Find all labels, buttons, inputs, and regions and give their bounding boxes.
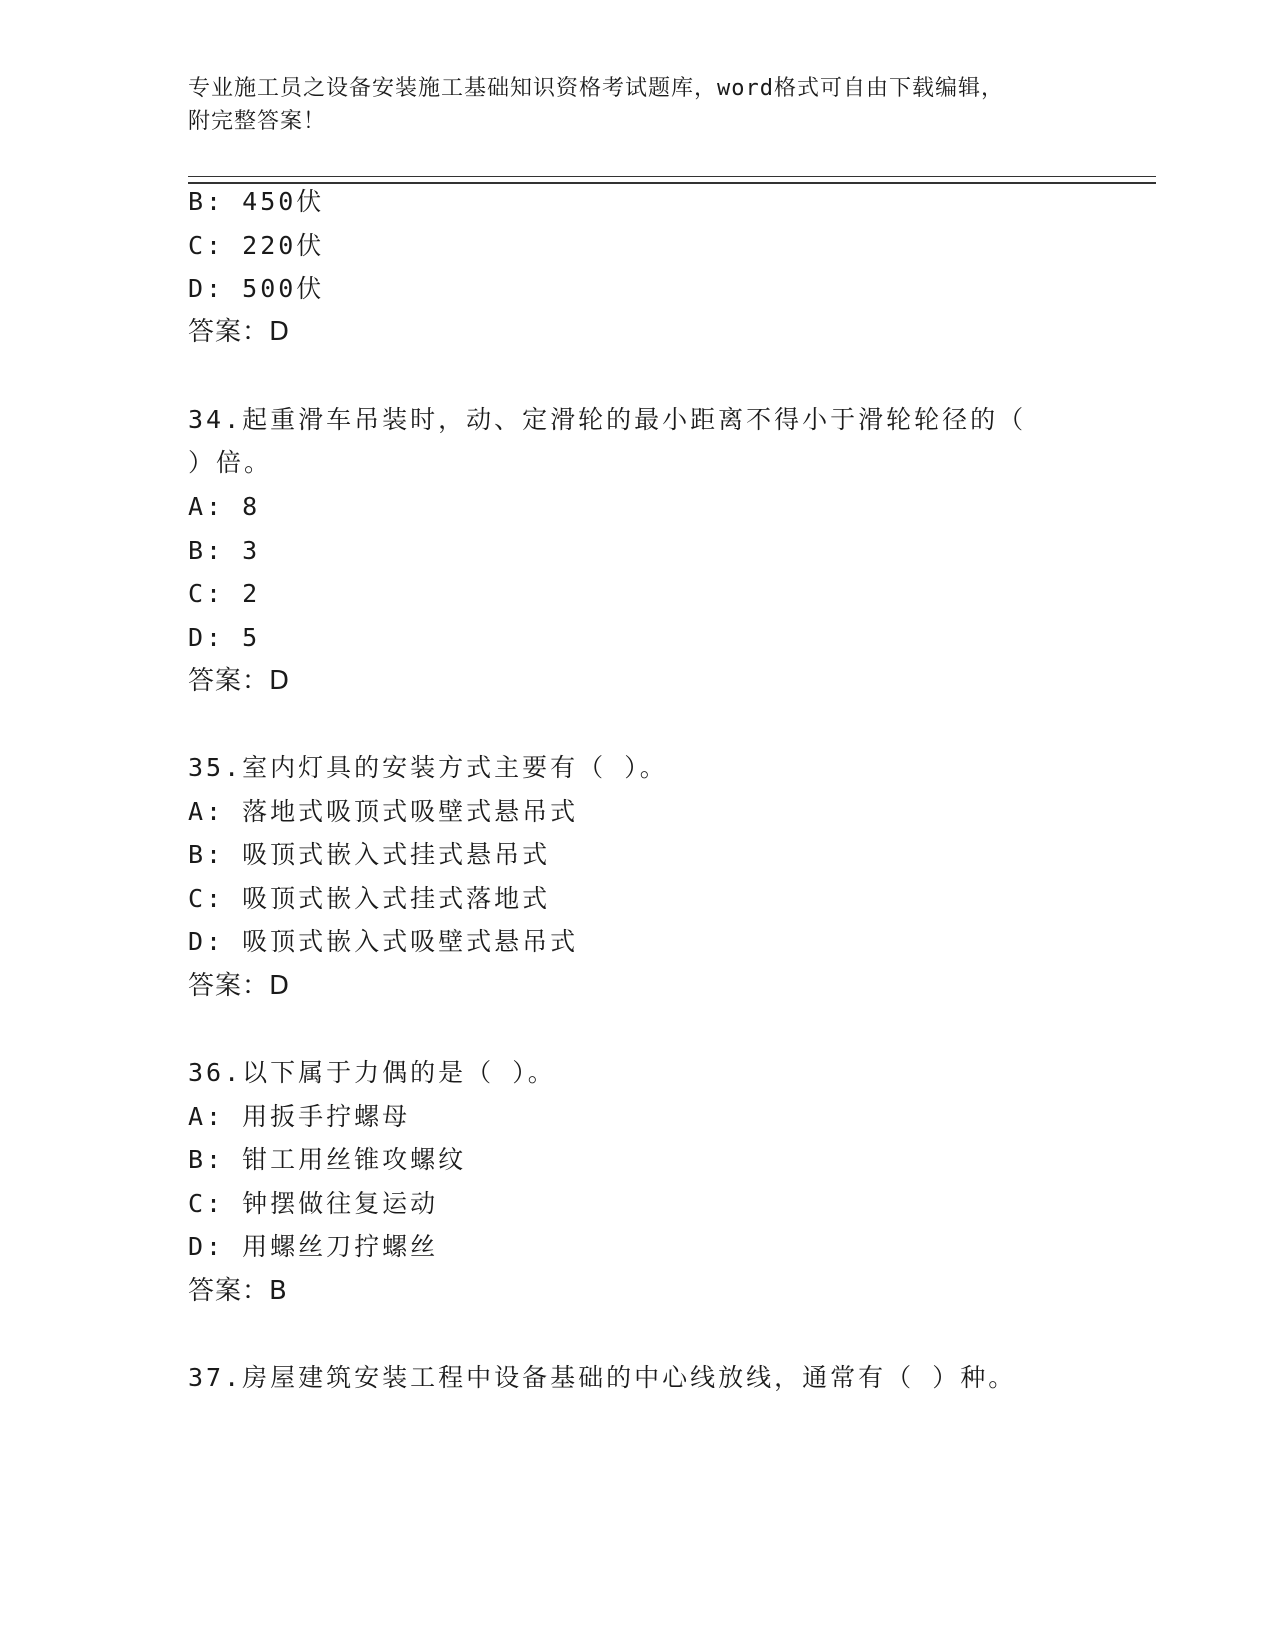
option-d: D: 用螺丝刀拧螺丝 xyxy=(188,1232,439,1261)
answer: 答案：D xyxy=(188,971,291,1001)
option-a: A: 用扳手拧螺母 xyxy=(188,1102,411,1131)
document-header xyxy=(188,72,1088,138)
option-c: C: 220伏 xyxy=(188,231,325,260)
option-b: B: 450伏 xyxy=(188,187,325,216)
question-stem: 35.室内灯具的安装方式主要有（ ）。 xyxy=(188,753,668,782)
question-stem: 34.起重滑车吊装时，动、定滑轮的最小距离不得小于滑轮轮径的（ xyxy=(188,405,1027,434)
option-d: D: 吸顶式嵌入式吸壁式悬吊式 xyxy=(188,927,579,956)
option-c: C: 钟摆做往复运动 xyxy=(188,1189,439,1218)
answer: 答案：B xyxy=(188,1276,288,1306)
option-c: C: 吸顶式嵌入式挂式落地式 xyxy=(188,884,551,913)
header-line-2: 附完整答案！ xyxy=(188,109,327,134)
question-stem: 36.以下属于力偶的是（ ）。 xyxy=(188,1058,556,1087)
option-b: B: 吸顶式嵌入式挂式悬吊式 xyxy=(188,840,551,869)
question-stem: 37.房屋建筑安装工程中设备基础的中心线放线，通常有（ ）种。 xyxy=(188,1363,1017,1392)
option-b: B: 3 xyxy=(188,536,261,565)
option-b: B: 钳工用丝锥攻螺纹 xyxy=(188,1145,467,1174)
option-a: A: 8 xyxy=(188,492,261,521)
option-a: A: 落地式吸顶式吸壁式悬吊式 xyxy=(188,797,579,826)
option-c: C: 2 xyxy=(188,579,261,608)
answer: 答案：D xyxy=(188,666,291,696)
option-d: D: 5 xyxy=(188,623,261,652)
header-line-1: 专业施工员之设备安装施工基础知识资格考试题库，word格式可自由下载编辑， xyxy=(188,76,1004,101)
option-d: D: 500伏 xyxy=(188,274,325,303)
question-stem-continued: ）倍。 xyxy=(188,448,273,477)
header-divider xyxy=(188,176,1156,184)
answer: 答案：D xyxy=(188,317,291,347)
